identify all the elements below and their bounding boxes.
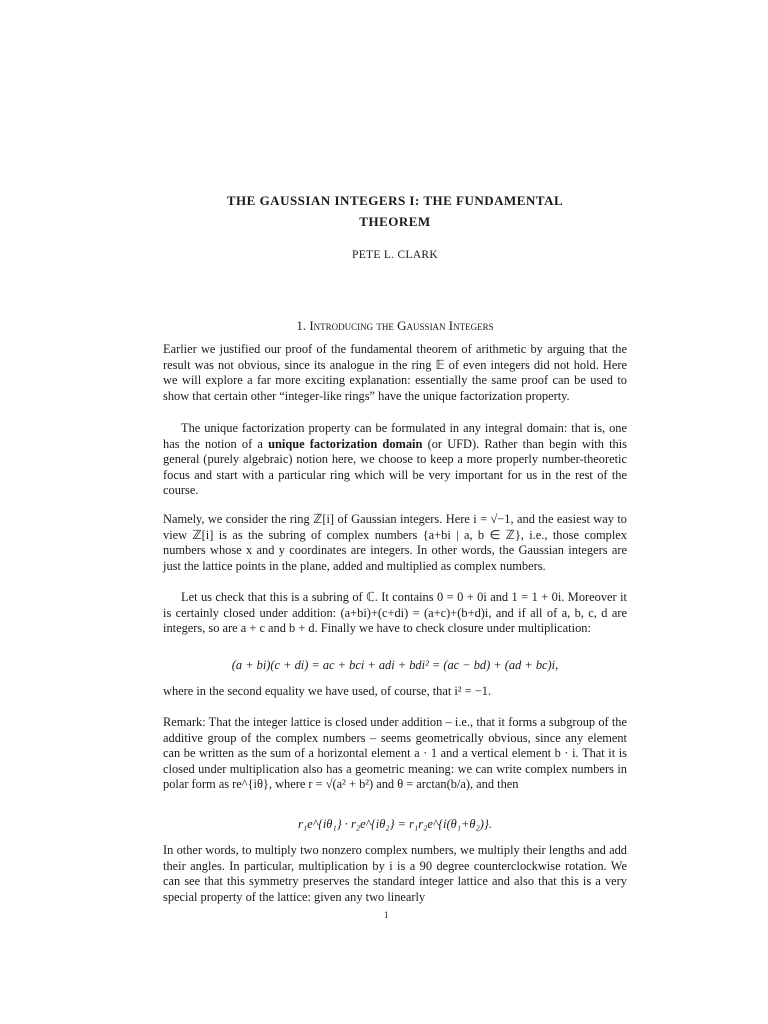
paragraph-2 [163,421,627,499]
ufd-term: unique factorization domain [268,436,423,451]
paragraph-7: In other words, to multiply two nonzero complex numbers, we multiply their lengths and add their angles. In particular, multiplication by i is a 90 degree counterclockwise rotation. We can see that this symmetry preserves the standard integer lattice and also that this is a very special property of the lattice: given any two linearly [163,843,627,904]
paragraph-2-start: The unique factorization property can be formulated in any integral domain: that is, one has the notion of a [163,421,627,451]
paragraph-5: where in the second equality we have used, of course, that i² = −1. [163,684,492,698]
page-number: 1 [384,910,389,920]
equation-polar: r₁e^{iθ₁} · r₂e^{iθ₂} = r₁r₂e^{i(θ₁+θ₂)}. [298,817,492,831]
section-heading: 1. Introducing the Gaussian Integers [296,318,494,333]
remark-paragraph: Remark: That the integer lattice is closed under addition – i.e., that it forms a subgroup of the additive group of the complex numbers – seems geometrically obvious, since any element can be written as the sum of a horizontal element a · 1 and a vertical element b · i. That it is closed under multiplication also has a geometric meaning: we can write complex numbers in polar form as re^{iθ}, where r = √(a² + b²) and θ = arctan(b/a), and then [163,715,627,792]
title-line-2: THEOREM [359,214,431,229]
paper-title [160,190,630,232]
equation-multiplication: (a + bi)(c + di) = ac + bci + adi + bdi² = (ac − bd) + (ad + bc)i, [231,658,559,672]
title-line-1: THE GAUSSIAN INTEGERS I: THE FUNDAMENTAL [226,193,564,208]
paragraph-3: Namely, we consider the ring ℤ[i] of Gaussian integers. Here i = √−1, and the easiest way to view ℤ[i] is as the subring of complex numbers {a+bi | a, b ∈ ℤ}, i.e., those complex numbers whose x and y coordinates are integers. In other words, the Gaussian integers are just the lattice points in the plane, added and multiplied as complex numbers. [163,512,627,573]
paragraph-1: Earlier we justified our proof of the fundamental theorem of arithmetic by arguing that the result was not obvious, since its analogue in the ring 𝔼 of even integers did not hold. Here we will explore a far more exciting explanation: essentially the same proof can be used to show that certain other “integer-like rings” have the unique factorization property. [163,342,627,403]
paragraph-2-end: (or UFD). Rather than begin with this general (purely algebraic) notion here, we choose to keep a more properly number-theoretic focus and start with a particular ring which will be very important for us in the rest of the course. [163,436,627,498]
paragraph-4: Let us check that this is a subring of ℂ. It contains 0 = 0 + 0i and 1 = 1 + 0i. Moreover it is certainly closed under addition: (a+bi)+(c+di) = (a+c)+(b+d)i, and if all of a, b, c, d are integers, so are a + c and b + d. Finally we have to check closure under multiplication: [163,590,627,636]
author: PETE L. CLARK [352,249,438,261]
